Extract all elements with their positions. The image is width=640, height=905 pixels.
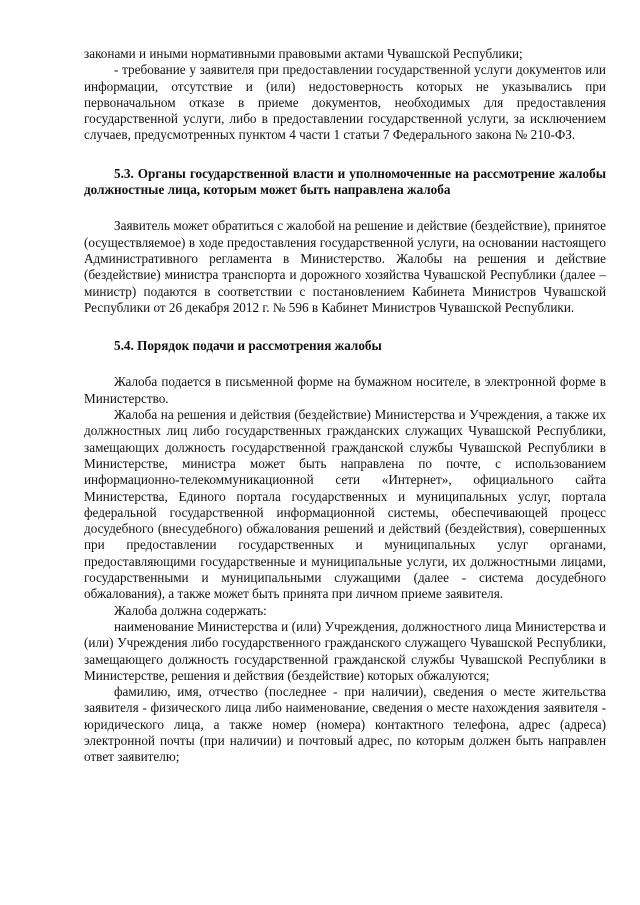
paragraph-submission-form: Жалоба подается в письменной форме на бумажном носителе, в электронной форме в Министерство. [84,374,606,406]
paragraph-complaint-channels: Жалоба на решения и действия (бездействие) Министерства и Учреждения, а также их должностных лиц либо государственных гражданских служащих Чувашской Республики, замещающих должность государственной гражданской службы Чувашской Республики в Министерстве, министра может быть направлена по почте, с использованием информационно-телекоммуникационной сети «Интернет», официального сайта Министерства, Единого портала государственных и муниципальных услуг, портала федеральной государственной информационной системы, обеспечивающей процесс досудебного (внесудебного) обжалования решений и действий (бездействия), совершенных при предоставлении государственных и муниципальных услуг органами, предоставляющими государственные и муниципальные услуги, их должностными лицами, государственными и муниципальными служащими (далее - система досудебного обжалования), а также может быть принята при личном приеме заявителя. [84,407,606,602]
section-5-4-heading: 5.4. Порядок подачи и рассмотрения жалобы [114,338,382,354]
paragraph-requirement: - требование у заявителя при предоставлении государственной услуги документов или информации, отсутствие и (или) недостоверность которых не указывались при первоначальном отказе в приеме документов, необходимых для предоставления государственной услуги, либо в предоставлении государственной услуги, за исключением случаев, предусмотренных пунктом 4 части 1 статьи 7 Федерального закона № 210-ФЗ. [84,62,606,143]
paragraph-complaint-contents: Жалоба должна содержать: [114,602,267,618]
paragraph-laws: законами и иными нормативными правовыми актами Чувашской Республики; [84,46,523,61]
paragraph-applicant-info: фамилию, имя, отчество (последнее - при наличии), сведения о месте жительства заявителя - физического лица либо наименование, сведения о месте нахождения заявителя - юридического лица, а также номер (номера) контактного телефона, адрес (адреса) электронной почты (при наличии) и почтовый адрес, по которым должен быть направлен ответ заявителю; [84,684,606,765]
paragraph-ministry-name: наименование Министерства и (или) Учреждения, должностного лица Министерства и (или) Учреждения либо государственного гражданского служащего Чувашской Республики, замещающего должность государственной гражданской службы Чувашской Республики в Министерстве, решения и действия (бездействие) которых обжалуются; [84,618,606,683]
section-5-3-text: Заявитель может обратиться с жалобой на решение и действие (бездействие), принятое (осуществляемое) в ходе предоставления государственной услуги, на основании настоящего Административного регламента в Министерство. Жалобы на решения и действие (бездействие) министра транспорта и дорожного хозяйства Чувашской Республики (далее – министр) подаются в соответствии с постановлением Кабинета Министров Чувашской Республики от 26 декабря 2012 г. № 596 в Кабинет Министров Чувашской Республики. [84,218,606,315]
section-5-3-heading: 5.3. Органы государственной власти и уполномоченные на рассмотрение жалобы должностные лица, которым может быть направлена жалоба [84,165,606,198]
